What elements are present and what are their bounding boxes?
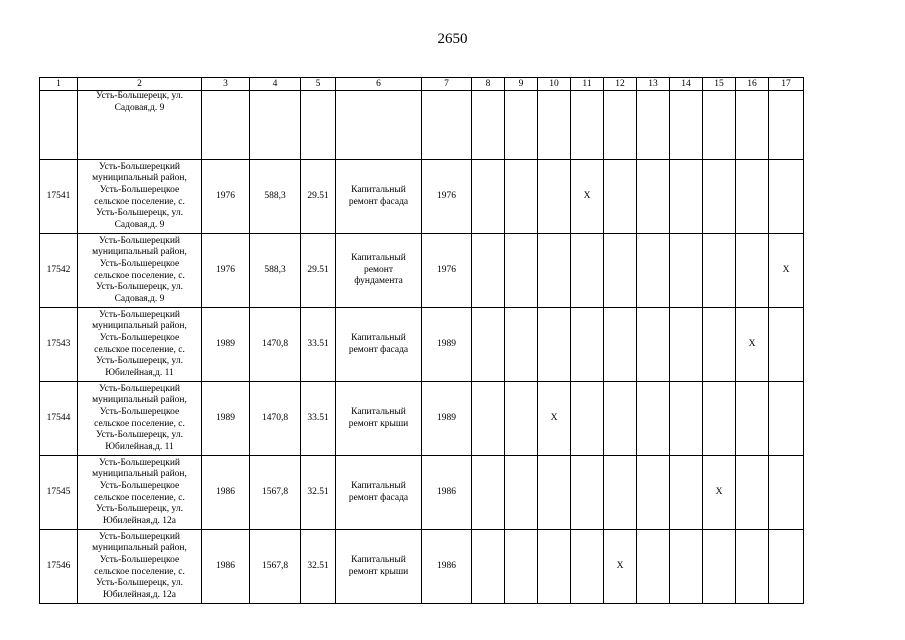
column-number-12: 12	[604, 78, 637, 91]
column-number-4: 4	[250, 78, 301, 91]
empty-cell-col-8	[472, 308, 505, 382]
area-cell-text: 588,3	[264, 264, 286, 275]
mark-cell-col-12	[604, 530, 637, 604]
empty-cell-col-13	[637, 530, 670, 604]
empty-cell-col-10	[538, 234, 571, 308]
code-cell	[301, 456, 336, 530]
code-cell	[301, 530, 336, 604]
code-cell	[301, 160, 336, 234]
empty-cell-col-9	[505, 308, 538, 382]
build-year-cell	[202, 456, 250, 530]
address-cell	[78, 382, 202, 456]
code-cell-text: 29.51	[307, 190, 329, 201]
address-cell-text: Усть-Большерецкий муниципальный район, Усть-Большерецкое сельское поселение, с. Усть-Большерецк, ул. Юбилейная,д. 11	[92, 309, 187, 378]
year-cell-text: 1976	[437, 264, 456, 275]
build-year-cell	[202, 160, 250, 234]
empty-cell-col-17	[769, 160, 804, 234]
work-type-cell	[336, 382, 422, 456]
code-cell-text: 32.51	[307, 560, 329, 571]
register-table	[39, 77, 804, 604]
empty-cell-col-15	[703, 160, 736, 234]
continued-address: Усть-Большерецк, ул. Садовая,д. 9	[96, 91, 183, 113]
column-number-16: 16	[736, 78, 769, 91]
empty-cell-col-10	[538, 308, 571, 382]
mark-cell-col-17	[769, 234, 804, 308]
empty-cell-col-16	[736, 234, 769, 308]
empty-cell-col-11	[571, 530, 604, 604]
column-number-7: 7	[422, 78, 472, 91]
empty-cell-col-9	[505, 234, 538, 308]
work-type-cell-text: Капитальный ремонт крыши	[348, 554, 409, 577]
empty-cell-col-14	[670, 234, 703, 308]
empty-cell-col-13	[637, 456, 670, 530]
area-cell-text: 1567,8	[261, 486, 289, 497]
empty-cell-col-11	[571, 456, 604, 530]
empty-cell-col-16	[736, 456, 769, 530]
area-cell	[250, 160, 301, 234]
year-cell-text: 1976	[437, 190, 456, 201]
address-cell	[78, 456, 202, 530]
empty-cell-col-16	[736, 530, 769, 604]
empty-cell-col-8	[472, 160, 505, 234]
column-number-13: 13	[637, 78, 670, 91]
row-id-cell	[40, 234, 78, 308]
column-number-5: 5	[301, 78, 336, 91]
work-type-cell	[336, 456, 422, 530]
area-cell	[250, 456, 301, 530]
column-number-11: 11	[571, 78, 604, 91]
year-cell	[422, 530, 472, 604]
year-cell-text: 1989	[437, 338, 456, 349]
empty-cell-col-14	[670, 382, 703, 456]
year-cell	[422, 308, 472, 382]
empty-cell-col-14	[670, 160, 703, 234]
code-cell	[301, 308, 336, 382]
column-number-8: 8	[472, 78, 505, 91]
year-cell-text: 1989	[437, 412, 456, 423]
build-year-cell-text: 1989	[216, 338, 235, 349]
address-cell	[78, 530, 202, 604]
year-cell	[422, 382, 472, 456]
empty-cell-col-9	[505, 530, 538, 604]
empty-cell-col-16	[736, 382, 769, 456]
code-cell-text: 32.51	[307, 486, 329, 497]
build-year-cell-text: 1986	[216, 560, 235, 571]
work-type-cell	[336, 308, 422, 382]
empty-cell-col-12	[604, 382, 637, 456]
year-cell-text: 1986	[437, 486, 456, 497]
row-id-cell-text: 17543	[46, 338, 71, 349]
work-type-cell	[336, 234, 422, 308]
build-year-cell-text: 1989	[216, 412, 235, 423]
empty-cell-col-9	[505, 456, 538, 530]
empty-cell-col-14	[670, 456, 703, 530]
empty-cell-col-9	[505, 160, 538, 234]
empty-cell-col-8	[472, 382, 505, 456]
mark-cell-col-15	[703, 456, 736, 530]
area-cell-text: 1470,8	[261, 412, 289, 423]
build-year-cell-text: 1976	[216, 190, 235, 201]
area-cell-text: 1470,8	[261, 338, 289, 349]
mark-cell-col-10-text: X	[550, 412, 558, 423]
column-number-15: 15	[703, 78, 736, 91]
continued-row	[40, 91, 804, 160]
table-row	[40, 234, 804, 308]
address-cell	[78, 234, 202, 308]
row-id-cell-text: 17544	[46, 412, 71, 423]
empty-cell-col-17	[769, 456, 804, 530]
mark-cell-col-10	[538, 382, 571, 456]
row-id-cell	[40, 456, 78, 530]
column-number-17: 17	[769, 78, 804, 91]
empty-cell-col-15	[703, 530, 736, 604]
continued-address-cell	[78, 91, 202, 160]
table-row	[40, 530, 804, 604]
empty-cell-col-14	[670, 530, 703, 604]
empty-cell-col-14	[670, 308, 703, 382]
empty-cell-col-16	[736, 160, 769, 234]
work-type-cell-text: Капитальный ремонт фасада	[348, 480, 409, 503]
column-numbers-row	[40, 78, 804, 91]
empty-cell-col-13	[637, 308, 670, 382]
empty-cell-col-11	[571, 234, 604, 308]
column-number-10: 10	[538, 78, 571, 91]
build-year-cell-text: 1986	[216, 486, 235, 497]
build-year-cell-text: 1976	[216, 264, 235, 275]
area-cell-text: 1567,8	[261, 560, 289, 571]
empty-cell-col-10	[538, 160, 571, 234]
column-number-2: 2	[78, 78, 202, 91]
row-id-cell-text: 17542	[46, 264, 71, 275]
table-row	[40, 456, 804, 530]
empty-cell-col-10	[538, 530, 571, 604]
page-number: 2650	[437, 31, 468, 47]
row-id-cell	[40, 382, 78, 456]
empty-cell-col-8	[472, 234, 505, 308]
empty-cell-col-15	[703, 382, 736, 456]
row-id-cell	[40, 530, 78, 604]
year-cell	[422, 234, 472, 308]
empty-cell-col-12	[604, 456, 637, 530]
empty-cell-col-11	[571, 382, 604, 456]
mark-cell-col-12-text: X	[616, 560, 624, 571]
empty-cell-col-13	[637, 160, 670, 234]
area-cell	[250, 382, 301, 456]
table-row	[40, 382, 804, 456]
address-cell	[78, 160, 202, 234]
code-cell-text: 29.51	[307, 264, 329, 275]
table-row	[40, 160, 804, 234]
column-number-6: 6	[336, 78, 422, 91]
work-type-cell-text: Капитальный ремонт фундамента	[351, 253, 406, 287]
column-number-14: 14	[670, 78, 703, 91]
year-cell	[422, 160, 472, 234]
year-cell	[422, 456, 472, 530]
continued-id-cell	[40, 91, 78, 160]
row-id-cell-text: 17545	[46, 486, 71, 497]
empty-cell-col-12	[604, 160, 637, 234]
year-cell-text: 1986	[437, 560, 456, 571]
code-cell	[301, 382, 336, 456]
code-cell-text: 33.51	[307, 338, 329, 349]
address-cell-text: Усть-Большерецкий муниципальный район, Усть-Большерецкое сельское поселение, с. Усть-Большерецк, ул. Юбилейная,д. 12а	[92, 457, 187, 526]
work-type-cell-text: Капитальный ремонт фасада	[348, 184, 409, 207]
mark-cell-col-11	[571, 160, 604, 234]
mark-cell-col-16-text: X	[748, 338, 756, 349]
row-id-cell-text: 17541	[46, 190, 71, 201]
empty-cell-col-13	[637, 234, 670, 308]
empty-cell-col-17	[769, 308, 804, 382]
empty-cell-col-11	[571, 308, 604, 382]
code-cell-text: 33.51	[307, 412, 329, 423]
work-type-cell-text: Капитальный ремонт фасада	[348, 332, 409, 355]
column-number-9: 9	[505, 78, 538, 91]
area-cell	[250, 234, 301, 308]
address-cell-text: Усть-Большерецкий муниципальный район, Усть-Большерецкое сельское поселение, с. Усть-Большерецк, ул. Юбилейная,д. 12а	[92, 531, 187, 600]
work-type-cell-text: Капитальный ремонт крыши	[348, 406, 409, 429]
empty-cell-col-15	[703, 234, 736, 308]
empty-cell-col-17	[769, 530, 804, 604]
address-cell-text: Усть-Большерецкий муниципальный район, Усть-Большерецкое сельское поселение, с. Усть-Большерецк, ул. Юбилейная,д. 11	[92, 383, 187, 452]
empty-cell-col-13	[637, 382, 670, 456]
work-type-cell	[336, 160, 422, 234]
empty-cell-col-12	[604, 308, 637, 382]
mark-cell-col-15-text: X	[715, 486, 723, 497]
empty-cell-col-9	[505, 382, 538, 456]
empty-cell-col-8	[472, 456, 505, 530]
build-year-cell	[202, 382, 250, 456]
empty-cell-col-10	[538, 456, 571, 530]
empty-cell-col-15	[703, 308, 736, 382]
build-year-cell	[202, 530, 250, 604]
work-type-cell	[336, 530, 422, 604]
mark-cell-col-16	[736, 308, 769, 382]
column-number-1: 1	[40, 78, 78, 91]
address-cell-text: Усть-Большерецкий муниципальный район, Усть-Большерецкое сельское поселение, с. Усть-Большерецк, ул. Садовая,д. 9	[92, 235, 187, 304]
table-row	[40, 308, 804, 382]
address-cell	[78, 308, 202, 382]
build-year-cell	[202, 308, 250, 382]
address-cell-text: Усть-Большерецкий муниципальный район, Усть-Большерецкое сельское поселение, с. Усть-Большерецк, ул. Садовая,д. 9	[92, 161, 187, 230]
row-id-cell	[40, 308, 78, 382]
empty-cell-col-8	[472, 530, 505, 604]
column-number-3: 3	[202, 78, 250, 91]
build-year-cell	[202, 234, 250, 308]
row-id-cell	[40, 160, 78, 234]
empty-cell-col-12	[604, 234, 637, 308]
area-cell	[250, 530, 301, 604]
row-id-cell-text: 17546	[46, 560, 71, 571]
area-cell-text: 588,3	[264, 190, 286, 201]
empty-cell-col-17	[769, 382, 804, 456]
code-cell	[301, 234, 336, 308]
area-cell	[250, 308, 301, 382]
mark-cell-col-11-text: X	[583, 190, 591, 201]
mark-cell-col-17-text: X	[782, 264, 790, 275]
